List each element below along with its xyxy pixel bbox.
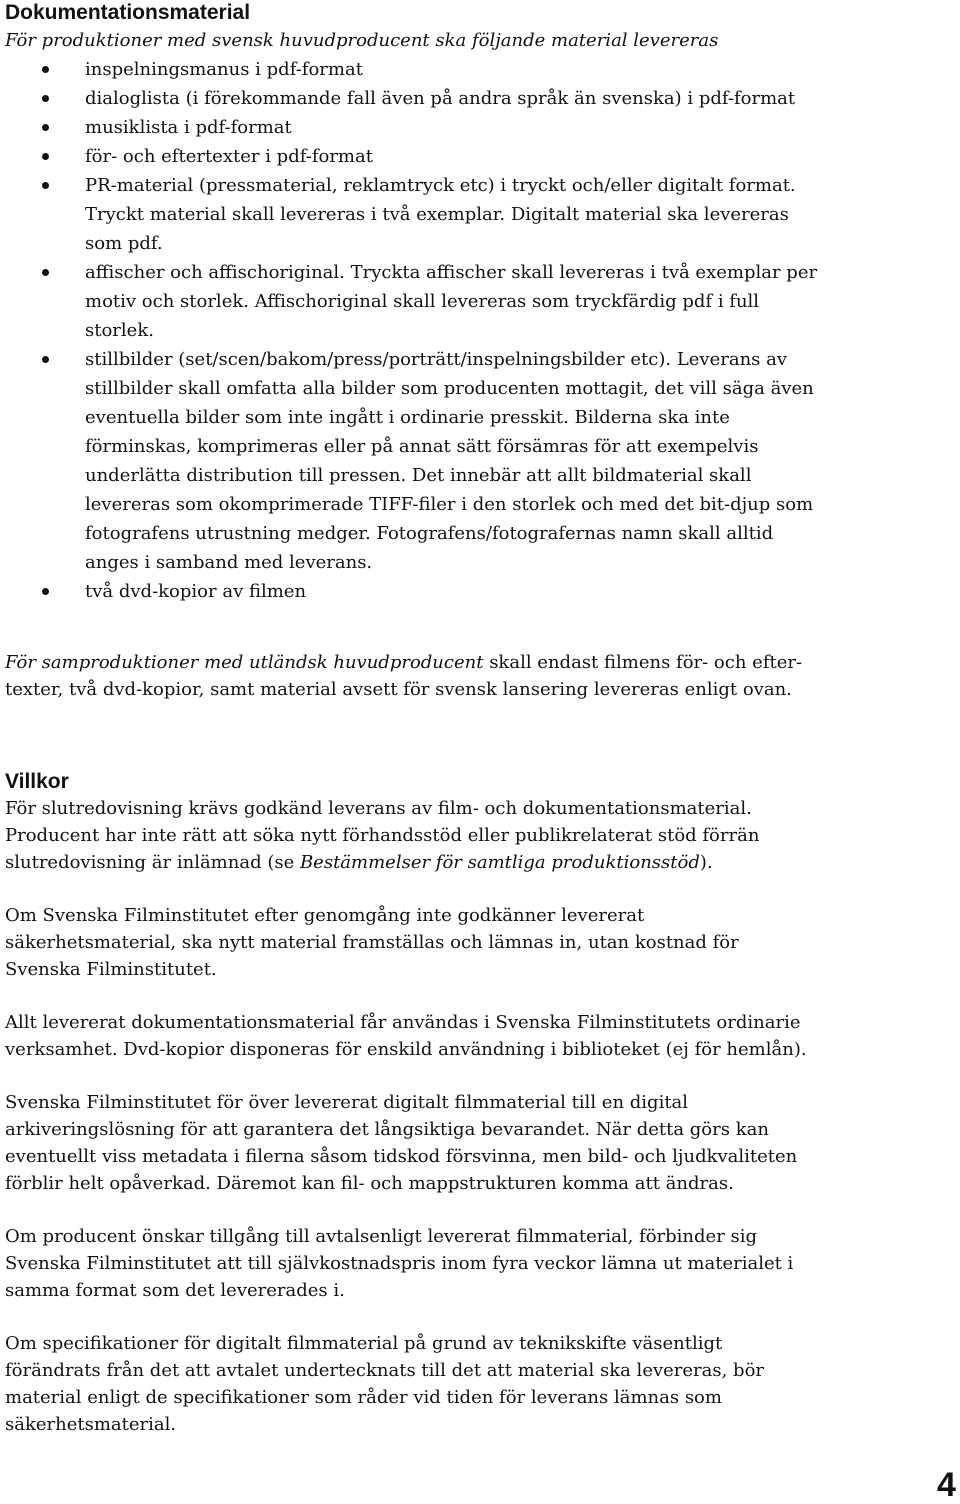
terms-paragraph-5: Om producent önskar tillgång till avtalsenligt levererat filmmaterial, förbinder sig Svenska Filminstitutet att till självkostnadspris inom fyra veckor lämna ut materialet i samma format som det levererades i. bbox=[5, 1226, 794, 1301]
list-item-text: PR-material (pressmaterial, reklamtryck etc) i tryckt och/eller digitalt format. Tryckt material skall levereras i två exemplar. Digitalt material ska levereras som pdf. bbox=[85, 175, 796, 254]
bullet-icon bbox=[42, 356, 49, 363]
list-item bbox=[5, 142, 805, 171]
bullet-icon bbox=[42, 124, 49, 131]
list-item bbox=[5, 55, 805, 84]
terms-p1-italic-text: Bestämmelser för samtliga produktionsstöd bbox=[299, 852, 700, 873]
list-item-text: två dvd-kopior av filmen bbox=[85, 581, 307, 602]
document-page bbox=[5, 0, 905, 1438]
list-item bbox=[5, 577, 805, 606]
deliverables-list bbox=[5, 55, 905, 606]
coproduction-paragraph bbox=[5, 650, 820, 703]
coproduction-text: skall endast filmens för- och efter-texter, två dvd-kopior, samt material avsett för svensk lansering levereras enligt ovan. bbox=[5, 652, 803, 700]
documentation-intro: För produktioner med svensk huvudproducent ska följande material levereras bbox=[5, 30, 719, 51]
list-item-text: affischer och affischoriginal. Tryckta affischer skall levereras i två exemplar per motiv och storlek. Affischoriginal skall levereras som tryckfärdig pdf i full storlek. bbox=[85, 262, 818, 341]
bullet-icon bbox=[42, 66, 49, 73]
list-item bbox=[5, 345, 820, 577]
list-item-text: musiklista i pdf-format bbox=[85, 117, 292, 138]
terms-p1-end-text: ). bbox=[699, 852, 713, 873]
terms-paragraph-4: Svenska Filminstitutet för över levererat digitalt filmmaterial till en digital arkiveringslösning för att garantera det långsiktiga bevarandet. När detta görs kan eventuellt viss metadata i filerna såsom tidskod försvinna, men bild- och ljudkvaliteten förblir helt opåverkad. Däremot kan fil- och mappstrukturen komma att ändras. bbox=[5, 1092, 798, 1194]
list-item-text: inspelningsmanus i pdf-format bbox=[85, 59, 363, 80]
list-item bbox=[5, 171, 820, 258]
list-item-text: stillbilder (set/scen/bakom/press/porträtt/inspelningsbilder etc). Leverans av stillbilder skall omfatta alla bilder som producenten mottagit, det vill säga även eventuella bilder som inte ingått i ordinarie presskit. Bilderna ska inte förminskas, komprimeras eller på annat sätt försämras för att exempelvis underlätta distribution till pressen. Det innebär att allt bildmaterial skall levereras som okomprimerade TIFF-filer i den storlek och med det bit-djup som fotografens utrustning medger. Fotografens/fotografernas namn skall alltid anges i samband med leverans. bbox=[85, 349, 814, 573]
terms-paragraph-3: Allt levererat dokumentationsmaterial får användas i Svenska Filminstitutets ordinarie verksamhet. Dvd-kopior disponeras för enskild användning i biblioteket (ej för hemlån). bbox=[5, 1012, 807, 1060]
bullet-icon bbox=[42, 153, 49, 160]
coproduction-italic-text: För samproduktioner med utländsk huvudproducent bbox=[5, 652, 484, 673]
terms-p1-text: För slutredovisning krävs godkänd leverans av film- och dokumentationsmaterial. Producent har inte rätt att söka nytt förhandsstöd eller publikrelaterat stöd förrän slutredovisning är inlämnad (se bbox=[5, 798, 760, 873]
list-item-text: för- och eftertexter i pdf-format bbox=[85, 146, 373, 167]
bullet-icon bbox=[42, 588, 49, 595]
list-item bbox=[5, 84, 845, 113]
list-item-text: dialoglista (i förekommande fall även på andra språk än svenska) i pdf-format bbox=[85, 88, 796, 109]
section-heading-documentation: Dokumentationsmaterial bbox=[5, 1, 251, 24]
section-heading-terms: Villkor bbox=[5, 770, 69, 793]
bullet-icon bbox=[42, 269, 49, 276]
list-item bbox=[5, 258, 820, 345]
terms-paragraph-6: Om specifikationer för digitalt filmmaterial på grund av teknikskifte väsentligt förändrats från det att avtalet undertecknats till det att material ska levereras, bör material enligt de specifikationer som råder vid tiden för leverans lämnas som säkerhetsmaterial. bbox=[5, 1333, 765, 1435]
page-number: 4 bbox=[937, 1466, 956, 1504]
bullet-icon bbox=[42, 95, 49, 102]
terms-paragraph-1 bbox=[5, 795, 795, 876]
bullet-icon bbox=[42, 182, 49, 189]
terms-paragraph-2: Om Svenska Filminstitutet efter genomgång inte godkänner levererat säkerhetsmaterial, ska nytt material framställas och lämnas in, utan kostnad för Svenska Filminstitutet. bbox=[5, 905, 739, 980]
list-item bbox=[5, 113, 805, 142]
